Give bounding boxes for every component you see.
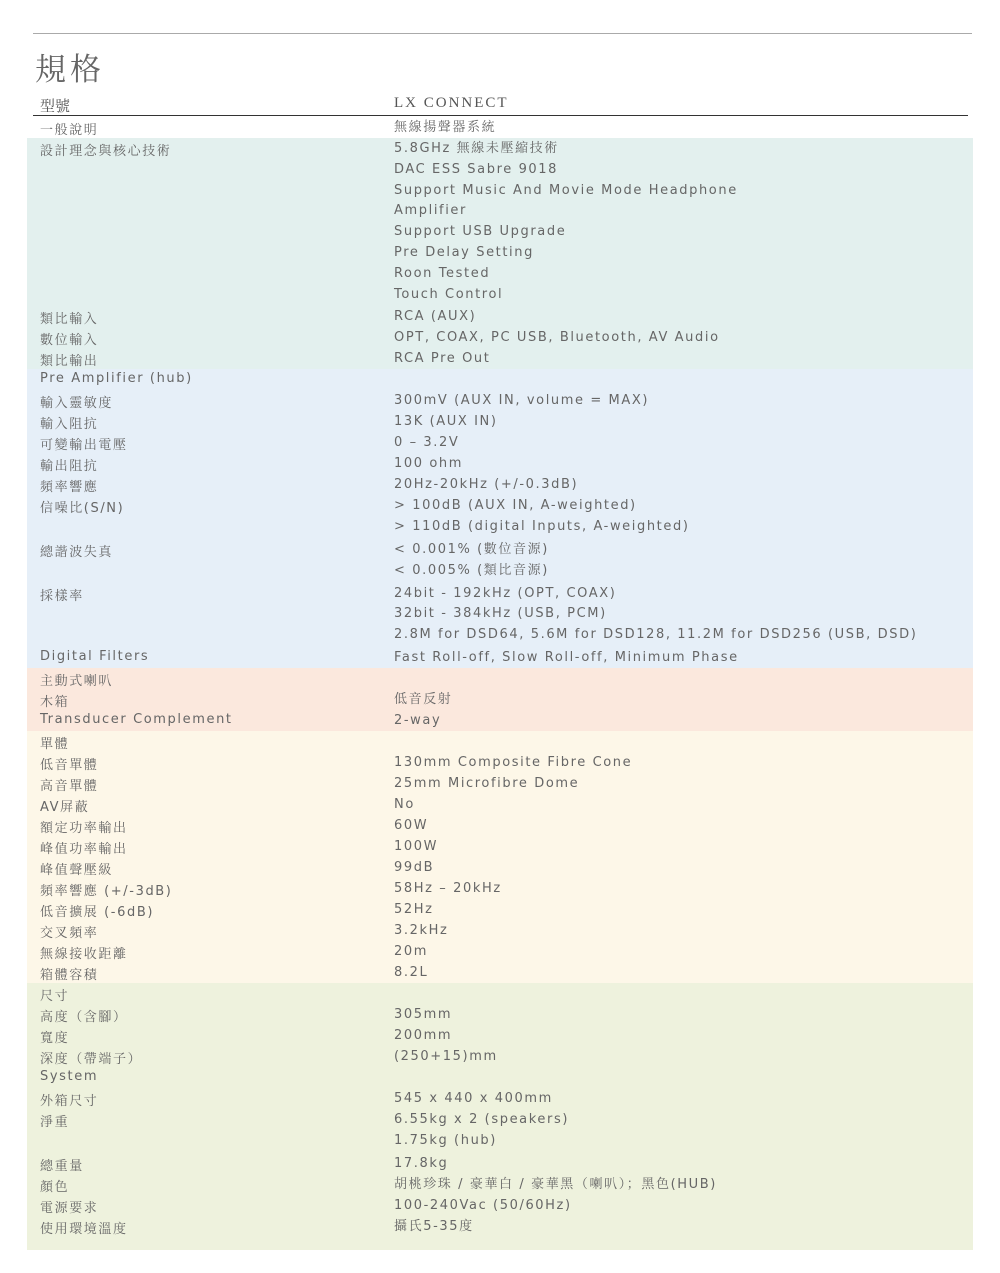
spec-value: RCA (AUX): [394, 309, 477, 325]
spec-label: 淨重: [40, 1114, 70, 1130]
spec-label: 輸出阻抗: [40, 459, 99, 475]
spec-value: Support USB Upgrade: [394, 224, 567, 240]
spec-row: [33, 920, 968, 941]
spec-label: 類比輸出: [40, 354, 99, 370]
spec-values: [394, 474, 968, 497]
spec-values: [394, 348, 968, 371]
spec-label: Digital Filters: [40, 648, 150, 664]
spec-row: [33, 1046, 968, 1067]
spec-row: [33, 731, 968, 752]
spec-value: 545 x 440 x 400mm: [394, 1090, 553, 1106]
spec-row: [33, 1216, 968, 1249]
spec-value: 99dB: [394, 859, 435, 875]
spec-values: [394, 731, 968, 754]
spec-value: RCA Pre Out: [394, 351, 491, 367]
spec-row: [33, 647, 968, 668]
spec-label: 電源要求: [40, 1200, 99, 1216]
spec-value: [394, 670, 968, 691]
spec-values: [394, 983, 968, 1006]
spec-values: [394, 647, 968, 670]
spec-values: [394, 1195, 968, 1218]
spec-value: 100-240Vac (50/60Hz): [394, 1197, 572, 1213]
spec-row: [33, 815, 968, 836]
spec-values: [394, 327, 968, 350]
spec-value: 20Hz-20kHz (+/-0.3dB): [394, 477, 579, 493]
spec-table: [27, 117, 973, 1249]
spec-values: [394, 1174, 968, 1197]
spec-label: 總諧波失真: [40, 544, 114, 560]
spec-value: 3.2kHz: [394, 922, 449, 938]
spec-values: [394, 815, 968, 838]
spec-row: [33, 117, 968, 138]
spec-value: 2-way: [394, 712, 442, 728]
spec-row: [33, 1195, 968, 1216]
page-title: 規格: [35, 52, 105, 88]
spec-value: 13K (AUX IN): [394, 414, 498, 430]
spec-values: [394, 836, 968, 859]
spec-row: [33, 773, 968, 794]
spec-label: 低音單體: [40, 757, 99, 773]
spec-label: 高音單體: [40, 778, 99, 794]
spec-value: 300mV (AUX IN, volume = MAX): [394, 393, 650, 409]
spec-values: [394, 369, 968, 392]
spec-value: 1.75kg (hub): [394, 1132, 497, 1148]
spec-row: [33, 836, 968, 857]
spec-label: Pre Amplifier (hub): [40, 371, 193, 387]
spec-value: DAC ESS Sabre 9018: [394, 161, 559, 177]
spec-value: > 100dB (AUX IN, A-weighted): [394, 498, 637, 514]
spec-values: [394, 857, 968, 880]
spec-label: 主動式喇叭: [40, 673, 114, 689]
spec-row: [33, 689, 968, 710]
spec-value: 58Hz – 20kHz: [394, 880, 502, 896]
spec-row: [33, 794, 968, 815]
spec-values: [394, 390, 968, 413]
spec-label: 額定功率輸出: [40, 820, 128, 836]
spec-row: [33, 941, 968, 962]
spec-values: [394, 138, 968, 306]
spec-values: [394, 1216, 968, 1239]
spec-value: 5.8GHz 無線未壓縮技術: [394, 141, 559, 156]
spec-values: [394, 1153, 968, 1176]
spec-value: [394, 733, 968, 754]
spec-row: [33, 327, 968, 348]
model-label: 型號: [40, 97, 71, 115]
spec-value: 25mm Microfibre Dome: [394, 775, 580, 791]
spec-values: [394, 306, 968, 329]
spec-row: [33, 962, 968, 983]
spec-label: 深度（帶端子）: [40, 1051, 143, 1067]
spec-values: [394, 583, 968, 647]
spec-row: [33, 539, 968, 583]
spec-row: [33, 899, 968, 920]
spec-values: [394, 920, 968, 943]
spec-values: [394, 495, 968, 539]
spec-label: 低音擴展 (-6dB): [40, 904, 155, 920]
model-value: LX CONNECT: [394, 95, 509, 111]
spec-row: [33, 752, 968, 773]
spec-value: 無線揚聲器系統: [394, 120, 497, 135]
spec-value: Amplifier: [394, 203, 467, 219]
spec-label: 單體: [40, 736, 70, 752]
spec-label: Transducer Complement: [40, 711, 233, 727]
spec-label: System: [40, 1068, 99, 1084]
spec-values: [394, 941, 968, 964]
spec-label: 交叉頻率: [40, 925, 99, 941]
spec-values: [394, 773, 968, 796]
spec-values: [394, 668, 968, 691]
spec-value: Roon Tested: [394, 265, 491, 281]
spec-values: [394, 962, 968, 985]
spec-value: 低音反射: [394, 691, 453, 707]
spec-label: 採樣率: [40, 588, 84, 604]
spec-values: [394, 1004, 968, 1027]
spec-value: 100W: [394, 838, 439, 854]
spec-label: 高度（含腳）: [40, 1009, 128, 1025]
spec-value: 32bit - 384kHz (USB, PCM): [394, 606, 607, 622]
spec-row: [33, 411, 968, 432]
spec-value: Touch Control: [394, 286, 504, 302]
top-rule: [33, 33, 972, 34]
spec-label: 設計理念與核心技術: [40, 144, 172, 159]
spec-value: 6.55kg x 2 (speakers): [394, 1111, 570, 1127]
spec-value: < 0.005% (類比音源): [394, 562, 549, 578]
spec-row: [33, 1153, 968, 1174]
spec-label: 總重量: [40, 1158, 84, 1174]
spec-value: 0 – 3.2V: [394, 435, 460, 451]
spec-label: 可變輸出電壓: [40, 438, 128, 454]
spec-label: 數位輸入: [40, 333, 99, 349]
spec-label: 木箱: [40, 694, 70, 710]
spec-value: Fast Roll-off, Slow Roll-off, Minimum Phase: [394, 649, 739, 665]
spec-values: [394, 1046, 968, 1069]
spec-values: [394, 1067, 968, 1090]
spec-row: [33, 668, 968, 689]
spec-row: [33, 306, 968, 327]
spec-value: 8.2L: [394, 964, 429, 980]
spec-value: [394, 371, 968, 392]
spec-value: (250+15)mm: [394, 1048, 498, 1064]
spec-value: 胡桃珍珠 / 豪華白 / 豪華黑（喇叭）；黑色(HUB): [394, 1176, 717, 1192]
spec-row: [33, 369, 968, 390]
spec-row: [33, 1025, 968, 1046]
spec-value: 200mm: [394, 1027, 453, 1043]
spec-values: [394, 794, 968, 817]
spec-value: 24bit - 192kHz (OPT, COAX): [394, 585, 617, 601]
spec-label: 使用環境溫度: [40, 1221, 128, 1237]
spec-value: [394, 985, 968, 1006]
spec-row: [33, 857, 968, 878]
spec-row: [33, 348, 968, 369]
spec-value: 305mm: [394, 1006, 453, 1022]
spec-label: 峰值聲壓級: [40, 862, 114, 878]
spec-label: 無線接收距離: [40, 946, 128, 962]
spec-label: 輸入靈敏度: [40, 396, 114, 412]
spec-label: 峰值功率輸出: [40, 841, 128, 857]
spec-row: [33, 710, 968, 731]
spec-row: [33, 583, 968, 647]
spec-value: 100 ohm: [394, 456, 464, 472]
spec-label: 頻率響應: [40, 480, 99, 496]
spec-value: 2.8M for DSD64, 5.6M for DSD128, 11.2M for DSD256 (USB, DSD): [394, 627, 918, 643]
spec-values: [394, 432, 968, 455]
spec-values: [394, 689, 968, 712]
spec-row: [33, 1067, 968, 1088]
spec-row: [33, 1004, 968, 1025]
spec-values: [394, 411, 968, 434]
spec-label: 寬度: [40, 1030, 70, 1046]
spec-label: 箱體容積: [40, 967, 99, 983]
spec-value: OPT, COAX, PC USB, Bluetooth, AV Audio: [394, 330, 720, 346]
spec-value: 60W: [394, 817, 429, 833]
spec-value: < 0.001% (數位音源): [394, 541, 549, 557]
spec-row: [33, 983, 968, 1004]
spec-values: [394, 752, 968, 775]
spec-row: [33, 1088, 968, 1109]
spec-label: 信噪比(S/N): [40, 501, 125, 517]
spec-row: [33, 878, 968, 899]
spec-values: [394, 878, 968, 901]
spec-value: 20m: [394, 943, 429, 959]
spec-value: 52Hz: [394, 901, 434, 917]
spec-value: > 110dB (digital Inputs, A-weighted): [394, 519, 690, 535]
spec-row: [33, 453, 968, 474]
spec-value: 130mm Composite Fibre Cone: [394, 754, 633, 770]
spec-value: Pre Delay Setting: [394, 244, 534, 260]
spec-label: 顏色: [40, 1179, 70, 1195]
spec-value: No: [394, 796, 415, 812]
spec-label: 一般說明: [40, 123, 99, 138]
spec-value: 攝氏5-35度: [394, 1218, 474, 1234]
spec-values: [394, 710, 968, 733]
spec-label: 類比輸入: [40, 312, 99, 328]
spec-row: [33, 1109, 968, 1153]
spec-row: [33, 495, 968, 539]
spec-value: [394, 1069, 968, 1090]
spec-label: 頻率響應 (+/-3dB): [40, 883, 173, 899]
spec-values: [394, 117, 968, 140]
spec-values: [394, 453, 968, 476]
model-header-row: [33, 95, 968, 116]
spec-values: [394, 1025, 968, 1048]
spec-value: 17.8kg: [394, 1155, 449, 1171]
spec-values: [394, 1109, 968, 1153]
spec-label: 輸入阻抗: [40, 417, 99, 433]
spec-label: 外箱尺寸: [40, 1093, 99, 1109]
spec-label: AV屏蔽: [40, 799, 90, 815]
spec-row: [33, 390, 968, 411]
spec-row: [33, 432, 968, 453]
spec-values: [394, 899, 968, 922]
spec-values: [394, 1088, 968, 1111]
spec-row: [33, 1174, 968, 1195]
spec-row: [33, 138, 968, 306]
spec-label: 尺寸: [40, 988, 70, 1004]
spec-values: [394, 539, 968, 583]
spec-value: Support Music And Movie Mode Headphone: [394, 182, 738, 198]
spec-row: [33, 474, 968, 495]
